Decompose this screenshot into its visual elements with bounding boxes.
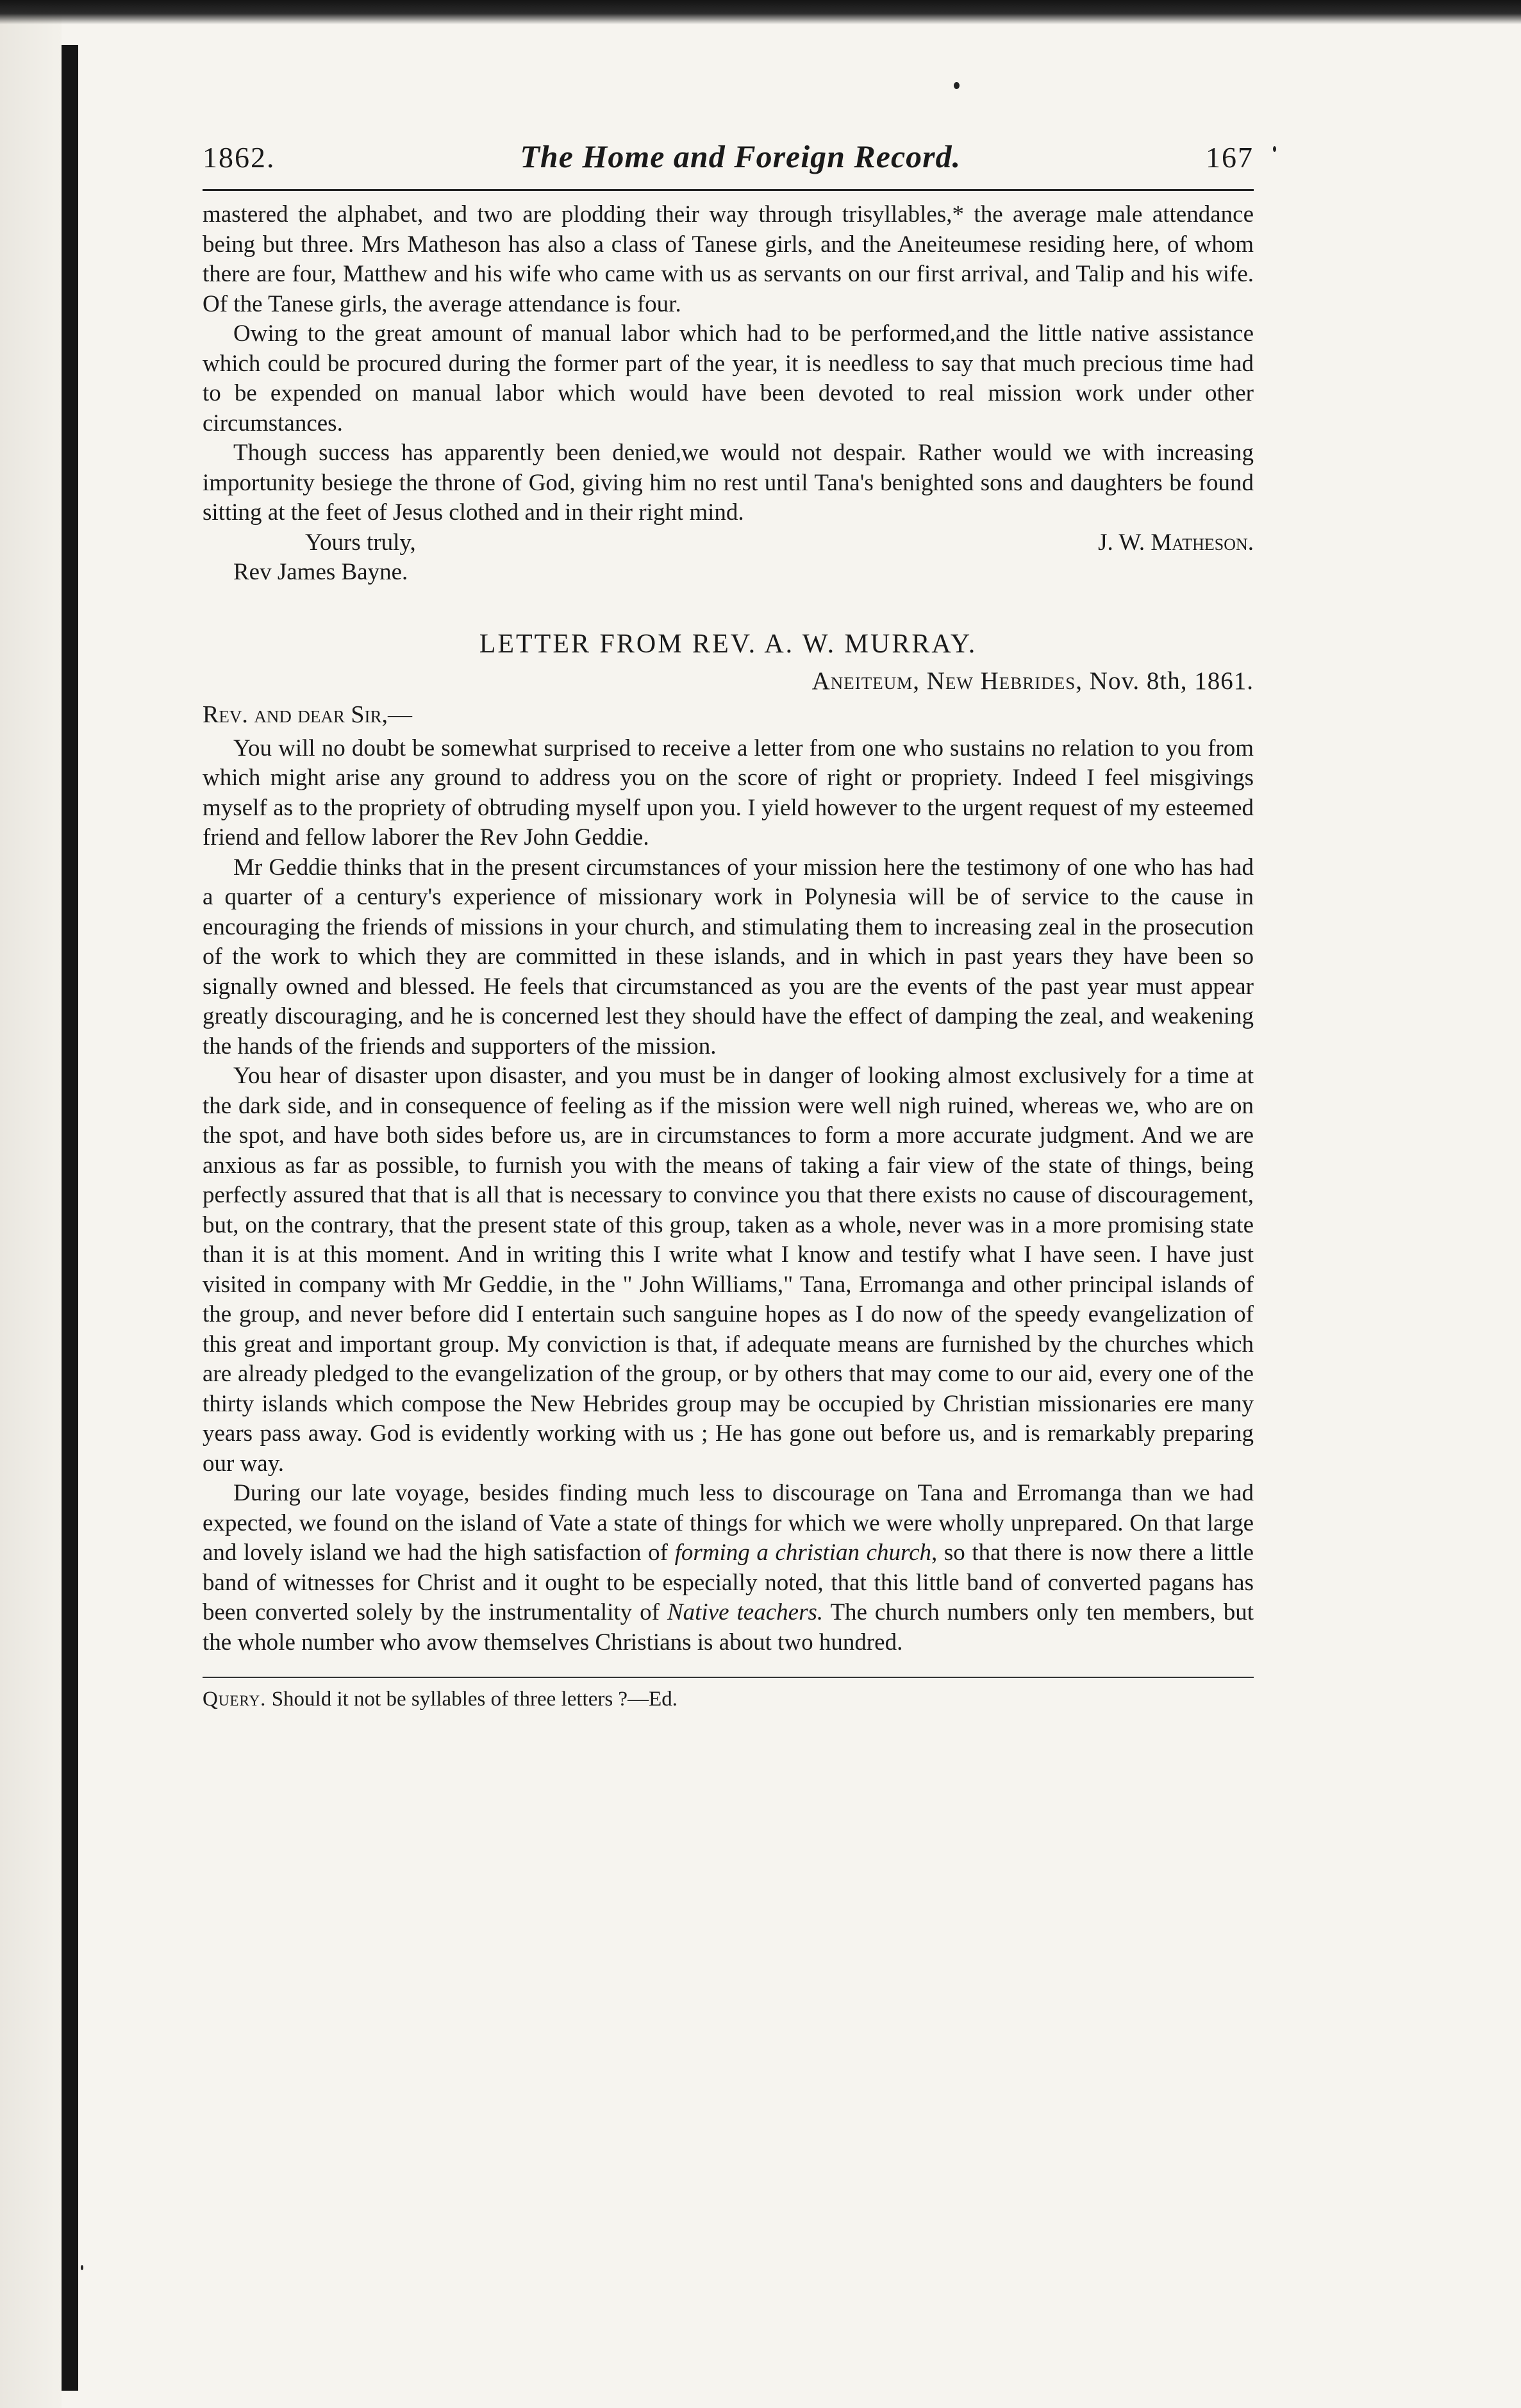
ink-speck	[81, 2265, 83, 2270]
footnote-label: Query.	[203, 1688, 267, 1711]
header-rule	[203, 189, 1254, 191]
running-header	[203, 138, 1254, 183]
footnote	[203, 1686, 1254, 1713]
binding-edge	[62, 45, 78, 2391]
binding-shadow	[0, 0, 62, 2408]
header-year: 1862.	[203, 141, 276, 174]
p4-text-b: so that there is now there a little band of witnesses for Christ and it ought to be especially noted, that this little band of converted pagans has been converted solely by the instrumentality of	[203, 1540, 1254, 1625]
page-content	[203, 138, 1254, 1713]
continuation-paragraph-3: Though success has apparently been denied,we would not despair. Rather would we with increasing importunity besiege the throne of God, giving him no rest until Tana's benighted sons and daughters be found sitting at the feet of Jesus clothed and in their right mind.	[203, 440, 1254, 526]
p4-emphasis-teachers: Native teachers.	[667, 1599, 824, 1625]
p4-text-c: The church numbers only ten members, but the whole number who avow themselves Christians is about two hundred.	[203, 1599, 1254, 1656]
header-page-number: 167	[1206, 141, 1254, 174]
closing-phrase: Yours truly,	[305, 529, 416, 556]
ink-speck	[1273, 146, 1276, 152]
letter-paragraph-4	[203, 1479, 1254, 1657]
letter-salutation: Rev. and dear Sir,—	[203, 701, 412, 728]
footnote-rule	[203, 1677, 1254, 1678]
letter-paragraph-3: You hear of disaster upon disaster, and you must be in danger of looking almost exclusively for a time at the dark side, and in consequence of feeling as if the mission were well nigh ruined, whereas we, who are on the spot, and have both sides before us, are in circumstances to form a more accurate judgment. And we are anxious as far as possible, to furnish you with the means of taking a fair view of the state of things, being perfectly assured that that is all that is necessary to convince you that there exists no cause of discouragement, but, on the contrary, that the present state of this group, taken as a whole, never was in a more promising state than it is at this moment. And in writing this I write what I know and testify what I have seen. I have just visited in company with Mr Geddie, in the " John Williams," Tana, Erromanga and other principal islands of the group, and never before did I entertain such sanguine hopes as I do now of the speedy evangelization of this great and important group. My conviction is that, if adequate means are furnished by the churches which are already pledged to the evangelization of the group, or by others that may come to our aid, every one of the thirty islands which compose the New Hebrides group may be occupied by Christian missionaries ere many years pass away. God is evidently working with us ; He has gone out before us, and is remarkably preparing our way.	[203, 1063, 1254, 1477]
letter-body	[203, 734, 1254, 1658]
ink-speck	[954, 82, 960, 89]
footnote-text: Should it not be syllables of three letters ?—Ed.	[271, 1688, 677, 1711]
signature-line	[203, 528, 1254, 558]
continuation-text	[203, 200, 1254, 528]
letter-paragraph-1: You will no doubt be somewhat surprised to receive a letter from one who sustains no relation to you from which might arise any ground to address you on the score of right or propriety. Indeed I feel misgivings myself as to the propriety of obtruding myself upon you. I yield however to the urgent request of my esteemed friend and fellow laborer the Rev John Geddie.	[203, 735, 1254, 851]
letter-date: Nov. 8th, 1861.	[1089, 667, 1254, 695]
addressee: Rev James Bayne.	[233, 559, 408, 585]
header-masthead: The Home and Foreign Record.	[520, 138, 961, 174]
letter-place: Aneiteum, New Hebrides,	[811, 667, 1083, 695]
letter-title: LETTER FROM REV. A. W. MURRAY.	[479, 629, 977, 659]
continuation-paragraph-1: mastered the alphabet, and two are plodding their way through trisyllables,* the average male attendance being but three. Mrs Matheson has also a class of Tanese girls, and the Aneiteumese residing here, of whom there are four, Matthew and his wife who came with us as servants on our first arrival, and Talip and his wife. Of the Tanese girls, the average attendance is four.	[203, 201, 1254, 317]
letter-dateline	[203, 665, 1254, 698]
continuation-paragraph-2: Owing to the great amount of manual labor which had to be performed,and the little native assistance which could be procured during the former part of the year, it is needless to say that much precious time had to be expended on manual labor which would have been devoted to real mission work under other circumstances.	[203, 320, 1254, 436]
letter-paragraph-2: Mr Geddie thinks that in the present circumstances of your mission here the testimony of one who has had a quarter of a century's experience of missionary work in Polynesia will be of service to the cause in encouraging the friends of missions in your church, and stimulating them to increasing zeal in the prosecution of the work to which they are committed in these islands, and in which in past years they have been so signally owned and blessed. He feels that circumstanced as you are the events of the past year must appear greatly discouraging, and he is concerned lest they should have the effect of damping the zeal, and weakening the hands of the friends and supporters of the mission.	[203, 854, 1254, 1059]
p4-emphasis-church: forming a christian church,	[674, 1540, 938, 1566]
signature-name: J. W. Matheson.	[1098, 529, 1254, 556]
page-top-edge	[0, 0, 1521, 24]
p4-text-a: During our late voyage, besides finding much less to discourage on Tana and Erromanga than we had expected, we found on the island of Vate a state of things for which we were wholly unprepared. On that large and lovely island we had the high satisfaction of	[203, 1480, 1254, 1566]
